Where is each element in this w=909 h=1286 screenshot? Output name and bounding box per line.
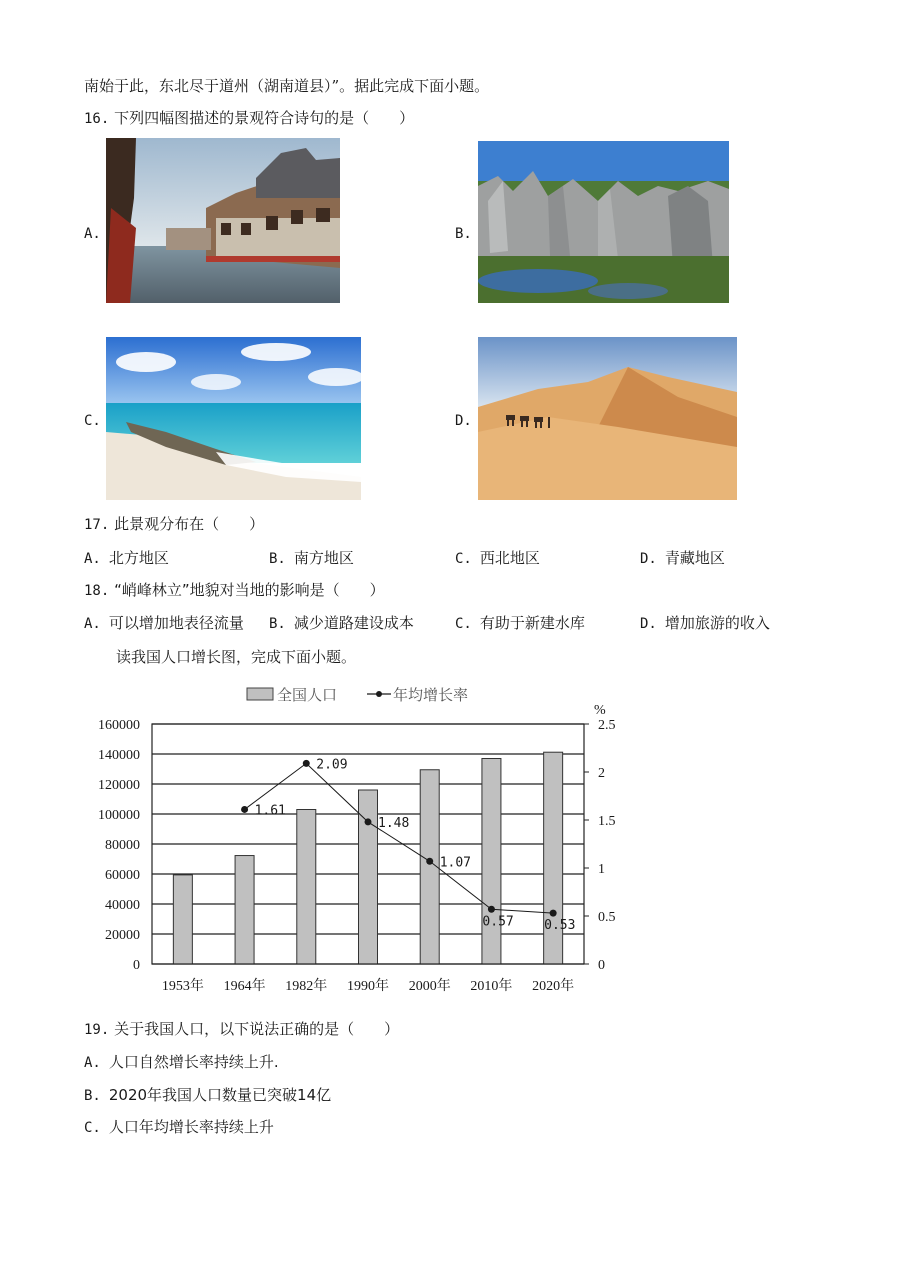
chart-legend bbox=[247, 686, 468, 704]
option-letter: B. bbox=[269, 551, 286, 567]
right-tick-label: 1 bbox=[598, 862, 605, 877]
option-text: 青藏地区 bbox=[664, 549, 725, 567]
option-c-label[interactable]: C. bbox=[84, 413, 101, 429]
question-stem: “峭峰林立”地貌对当地的影响是（ ） bbox=[114, 581, 385, 599]
x-tick-label: 1953年 bbox=[161, 979, 204, 994]
option-text: 人口自然增长率持续上升. bbox=[108, 1053, 279, 1071]
question-number: 18. bbox=[84, 583, 110, 599]
option-text: 南方地区 bbox=[293, 549, 354, 567]
q17-option-c[interactable] bbox=[455, 548, 540, 569]
option-letter: C. bbox=[84, 1120, 101, 1136]
q17-option-d[interactable] bbox=[640, 548, 725, 569]
x-tick-label: 1964年 bbox=[223, 979, 266, 994]
option-text: 有助于新建水库 bbox=[479, 614, 585, 632]
x-tick-label: 2000年 bbox=[408, 979, 451, 994]
left-tick-label: 160000 bbox=[98, 718, 140, 733]
right-tick-label: 0.5 bbox=[598, 910, 616, 925]
q18-option-d[interactable] bbox=[640, 613, 770, 634]
question-19 bbox=[84, 1019, 399, 1040]
option-letter: A. bbox=[84, 1055, 101, 1071]
growth-rate-point bbox=[488, 906, 495, 913]
question-number: 16. bbox=[84, 111, 110, 127]
water-town-photo bbox=[106, 138, 340, 303]
x-tick-label: 2020年 bbox=[532, 979, 575, 994]
q18-option-b[interactable] bbox=[269, 613, 414, 634]
q19-option-b[interactable] bbox=[84, 1085, 331, 1106]
option-letter: C. bbox=[455, 551, 472, 567]
option-b-label[interactable]: B. bbox=[455, 226, 472, 242]
q18-option-c[interactable] bbox=[455, 613, 585, 634]
legend-bar-swatch bbox=[247, 688, 273, 700]
option-letter: B. bbox=[269, 616, 286, 632]
growth-rate-point bbox=[303, 760, 310, 767]
question-stem: 下列四幅图描述的景观符合诗句的是（ ） bbox=[114, 109, 415, 127]
growth-rate-point bbox=[550, 910, 557, 917]
question-stem: 关于我国人口，以下说法正确的是（ ） bbox=[114, 1020, 400, 1038]
right-tick-label: 0 bbox=[598, 958, 605, 973]
q18-option-a[interactable] bbox=[84, 613, 244, 634]
beach-photo bbox=[106, 337, 361, 500]
option-text: 减少道路建设成本 bbox=[293, 614, 414, 632]
population-bar bbox=[482, 759, 501, 965]
growth-rate-point bbox=[365, 818, 372, 825]
x-tick-label: 1982年 bbox=[285, 979, 328, 994]
chart-intro: 读我国人口增长图，完成下面小题。 bbox=[116, 648, 357, 666]
question-number: 19. bbox=[84, 1022, 110, 1038]
population-chart bbox=[84, 680, 644, 1000]
left-tick-label: 40000 bbox=[105, 898, 140, 913]
right-tick-label: 2.5 bbox=[598, 718, 616, 733]
right-axis-unit: % bbox=[594, 703, 606, 718]
question-16 bbox=[84, 108, 414, 129]
growth-rate-line bbox=[245, 763, 554, 913]
legend-line-label: 年均增长率 bbox=[393, 686, 469, 704]
option-text: 2020年我国人口数量已突破14亿 bbox=[108, 1086, 332, 1104]
option-text: 人口年均增长率持续上升 bbox=[108, 1118, 274, 1136]
right-tick-label: 2 bbox=[598, 766, 605, 781]
x-tick-label: 1990年 bbox=[347, 979, 389, 994]
population-bar bbox=[173, 875, 192, 964]
x-tick-label: 2010年 bbox=[470, 979, 513, 994]
question-17 bbox=[84, 514, 264, 535]
growth-rate-label: 1.48 bbox=[378, 815, 410, 831]
growth-rate-label: 1.61 bbox=[254, 803, 286, 819]
option-text: 北方地区 bbox=[108, 549, 169, 567]
option-text: 可以增加地表径流量 bbox=[108, 614, 244, 632]
left-tick-label: 20000 bbox=[105, 928, 140, 943]
stone-forest-photo bbox=[478, 141, 729, 303]
option-letter: D. bbox=[640, 551, 657, 567]
option-d-label[interactable]: D. bbox=[455, 413, 472, 429]
right-tick-label: 1.5 bbox=[598, 814, 616, 829]
option-letter: A. bbox=[84, 616, 101, 632]
q17-option-a[interactable] bbox=[84, 548, 169, 569]
left-tick-label: 100000 bbox=[98, 808, 140, 823]
growth-rate-label: 2.09 bbox=[316, 757, 348, 773]
population-bar bbox=[235, 856, 254, 964]
legend-bar-label: 全国人口 bbox=[277, 686, 338, 704]
option-text: 西北地区 bbox=[479, 549, 540, 567]
left-tick-label: 60000 bbox=[105, 868, 140, 883]
growth-rate-point bbox=[426, 858, 433, 865]
growth-rate-point bbox=[241, 806, 248, 813]
growth-rate-label: 1.07 bbox=[439, 855, 472, 871]
question-18 bbox=[84, 580, 385, 601]
left-tick-label: 80000 bbox=[105, 838, 140, 853]
growth-rate-label: 0.53 bbox=[544, 918, 576, 934]
option-text: 增加旅游的收入 bbox=[664, 614, 770, 632]
option-a-label[interactable]: A. bbox=[84, 226, 101, 242]
population-bar bbox=[297, 810, 316, 965]
left-tick-label: 0 bbox=[133, 958, 140, 973]
question-number: 17. bbox=[84, 517, 110, 533]
option-letter: D. bbox=[640, 616, 657, 632]
left-tick-label: 120000 bbox=[98, 778, 140, 793]
desert-photo bbox=[478, 337, 737, 500]
option-letter: B. bbox=[84, 1088, 101, 1104]
q19-option-a[interactable] bbox=[84, 1052, 279, 1073]
legend-line-marker bbox=[376, 691, 382, 697]
growth-rate-label: 0.57 bbox=[482, 914, 514, 930]
intro-line: 南始于此，东北尽于道州（湖南道县）”。据此完成下面小题。 bbox=[84, 77, 490, 95]
q17-option-b[interactable] bbox=[269, 548, 354, 569]
q19-option-c[interactable] bbox=[84, 1117, 274, 1138]
left-tick-label: 140000 bbox=[98, 748, 140, 763]
option-letter: A. bbox=[84, 551, 101, 567]
option-letter: C. bbox=[455, 616, 472, 632]
question-stem: 此景观分布在（ ） bbox=[114, 515, 265, 533]
